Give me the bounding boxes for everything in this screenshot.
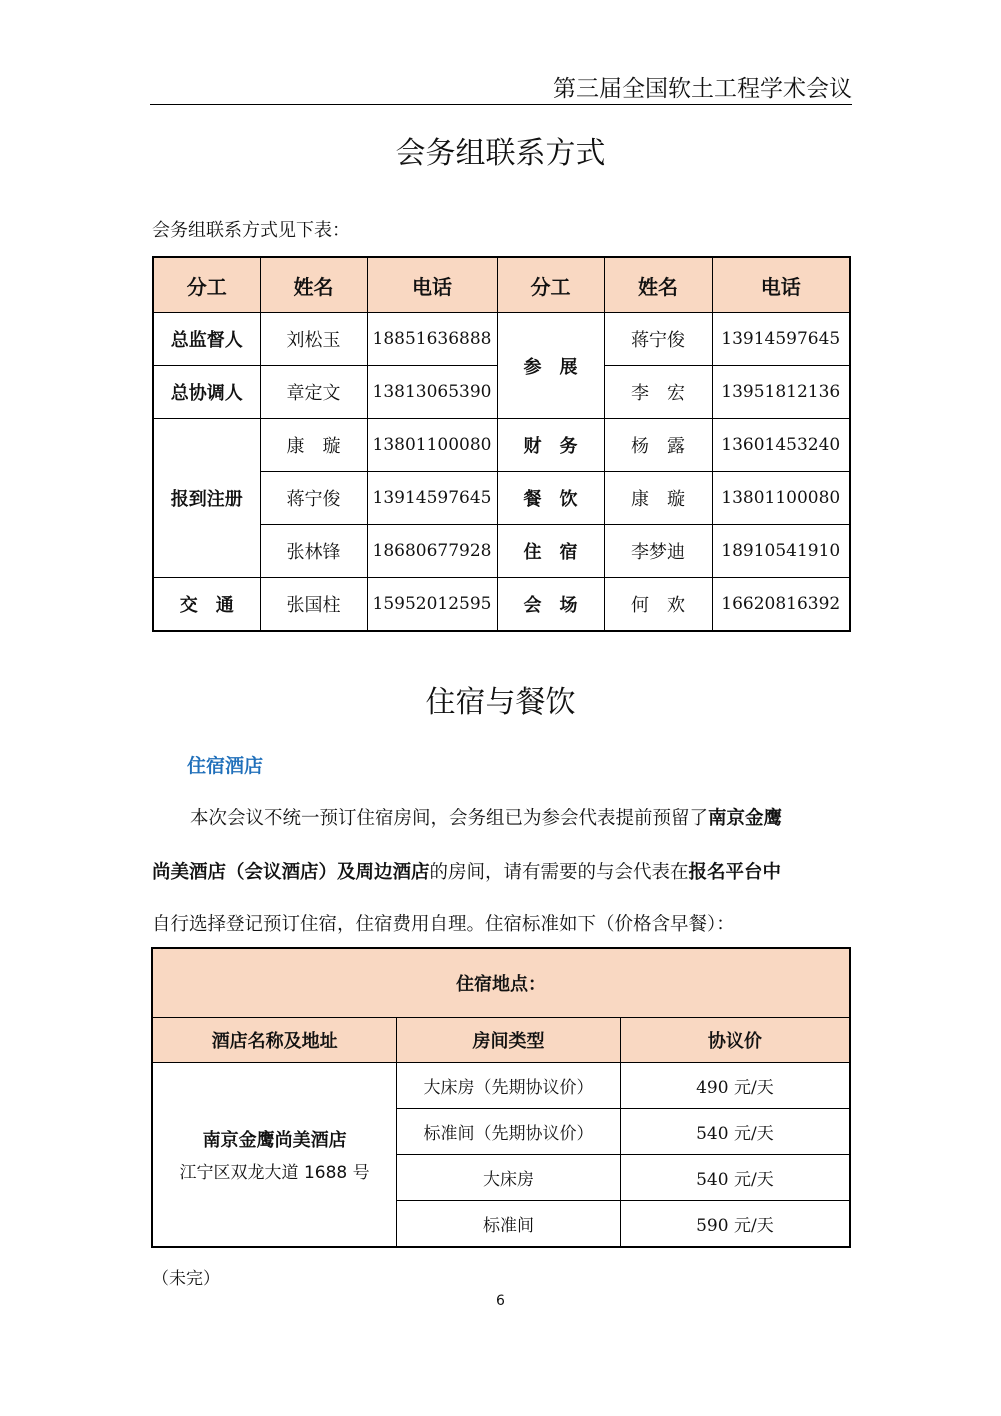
role-cell: 总协调人 — [153, 366, 260, 419]
table-row — [152, 1063, 850, 1109]
phone-cell: 18910541910 — [712, 525, 850, 578]
phone-cell: 16620816392 — [712, 578, 850, 632]
room-type-cell: 标准间（先期协议价） — [397, 1109, 621, 1155]
price-cell: 490 元/天 — [620, 1063, 850, 1109]
phone-cell: 13914597645 — [367, 472, 497, 525]
name-cell: 何 欢 — [604, 578, 712, 632]
col-header-phone: 电话 — [367, 257, 497, 313]
name-cell: 章定文 — [260, 366, 367, 419]
page-number: 6 — [496, 1293, 505, 1309]
name-cell: 蒋宁俊 — [604, 313, 712, 366]
phone-cell: 13801100080 — [712, 472, 850, 525]
role-cell: 财 务 — [497, 419, 604, 472]
hotel-name: 南京金鹰尚美酒店 — [202, 1130, 347, 1151]
name-cell: 李梦迪 — [604, 525, 712, 578]
role-cell: 会 场 — [497, 578, 604, 632]
to-be-continued-note: （未完） — [152, 1269, 220, 1289]
price-cell: 540 元/天 — [620, 1155, 850, 1201]
col-header-name-2: 姓名 — [604, 257, 712, 313]
role-cell: 餐 饮 — [497, 472, 604, 525]
price-cell: 540 元/天 — [620, 1109, 850, 1155]
header-rule — [150, 104, 852, 105]
name-cell: 蒋宁俊 — [260, 472, 367, 525]
col-header-phone-2: 电话 — [712, 257, 850, 313]
role-cell: 总监督人 — [153, 313, 260, 366]
role-cell: 交 通 — [153, 578, 260, 632]
col-header-role: 分工 — [153, 257, 260, 313]
name-cell: 刘松玉 — [260, 313, 367, 366]
col-header-price: 协议价 — [620, 1018, 850, 1063]
section-title-accommodation: 住宿与餐饮 — [425, 685, 576, 720]
room-type-cell: 大床房 — [397, 1155, 621, 1201]
table-row — [153, 419, 850, 472]
phone-cell: 18851636888 — [367, 313, 497, 366]
phone-cell: 18680677928 — [367, 525, 497, 578]
hotel-address: 江宁区双龙大道 1688 号 — [179, 1163, 370, 1183]
paragraph-line-2 — [152, 858, 842, 884]
name-cell: 康 璇 — [260, 419, 367, 472]
subheading-hotel: 住宿酒店 — [187, 755, 264, 777]
price-cell: 590 元/天 — [620, 1201, 850, 1248]
col-header-role-2: 分工 — [497, 257, 604, 313]
bold-span: 南京金鹰 — [708, 808, 783, 829]
contacts-header-row — [153, 257, 850, 313]
role-cell: 报到注册 — [153, 419, 260, 578]
location-label: 住宿地点： — [152, 948, 850, 1018]
col-header-room: 房间类型 — [397, 1018, 621, 1063]
phone-cell: 13801100080 — [367, 419, 497, 472]
role-cell: 参 展 — [497, 313, 604, 419]
phone-cell: 13914597645 — [712, 313, 850, 366]
paragraph-line-1 — [152, 804, 842, 830]
table-row — [153, 578, 850, 632]
running-header: 第三届全国软土工程学术会议 — [553, 76, 852, 102]
phone-cell: 13813065390 — [367, 366, 497, 419]
phone-cell: 13951812136 — [712, 366, 850, 419]
name-cell: 杨 露 — [604, 419, 712, 472]
room-type-cell: 大床房（先期协议价） — [397, 1063, 621, 1109]
text-span: 的房间，请有需要的与会代表在 — [429, 862, 689, 883]
col-header-hotel: 酒店名称及地址 — [152, 1018, 397, 1063]
name-cell: 张林锋 — [260, 525, 367, 578]
role-cell: 住 宿 — [497, 525, 604, 578]
col-header-name: 姓名 — [260, 257, 367, 313]
phone-cell: 13601453240 — [712, 419, 850, 472]
text-span: 本次会议不统一预订住宿房间，会务组已为参会代表提前预留了 — [190, 808, 709, 829]
name-cell: 康 璇 — [604, 472, 712, 525]
bold-span: 报名平台中 — [688, 862, 782, 883]
name-cell: 张国柱 — [260, 578, 367, 632]
hotel-header-row — [152, 1018, 850, 1063]
paragraph-line-3: 自行选择登记预订住宿，住宿费用自理。住宿标准如下（价格含早餐）： — [152, 914, 735, 935]
section-title-contacts: 会务组联系方式 — [395, 136, 606, 171]
location-row — [152, 948, 850, 1018]
name-cell: 李 宏 — [604, 366, 712, 419]
room-type-cell: 标准间 — [397, 1201, 621, 1248]
table-row — [153, 313, 850, 366]
hotel-table — [151, 947, 851, 1248]
hotel-cell — [152, 1063, 397, 1248]
contacts-table — [152, 256, 851, 632]
phone-cell: 15952012595 — [367, 578, 497, 632]
contacts-intro: 会务组联系方式见下表： — [152, 220, 350, 241]
bold-span: 尚美酒店（会议酒店）及周边酒店 — [152, 862, 430, 883]
